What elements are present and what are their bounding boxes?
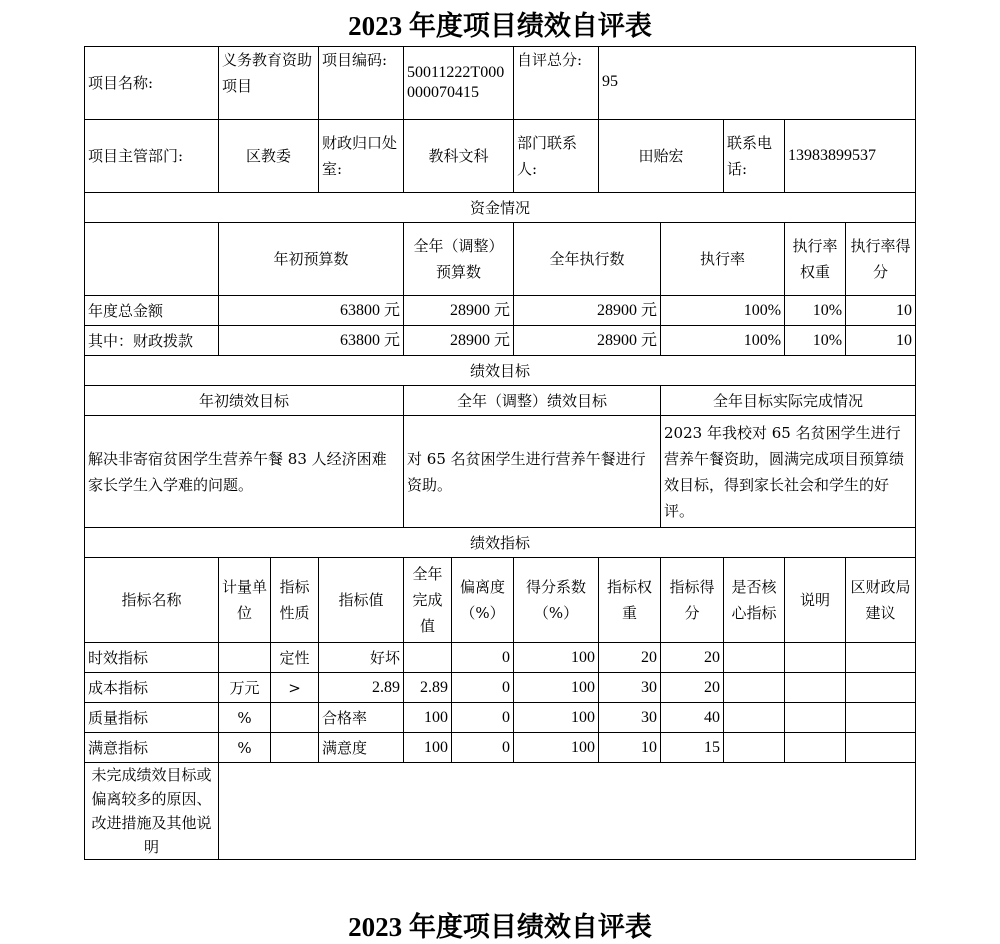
indicator-cell: 0 bbox=[452, 673, 514, 703]
indicator-cell: 40 bbox=[661, 703, 724, 733]
indicator-cell bbox=[785, 733, 846, 763]
performance-table bbox=[84, 46, 916, 860]
indicator-cell: > bbox=[271, 673, 319, 703]
actual-completion: 2023 年我校对 65 名贫困学生进行营养午餐资助，圆满完成项目预算绩效目标，得到家长社会和学生的好评。 bbox=[661, 416, 916, 528]
funds-header: 年初预算数 bbox=[219, 223, 404, 296]
indicator-cell: 好坏 bbox=[319, 643, 404, 673]
indicator-cell: 100 bbox=[514, 673, 599, 703]
funds-cell: 28900 元 bbox=[404, 296, 514, 326]
indicator-cell: 2.89 bbox=[319, 673, 404, 703]
indicator-row bbox=[85, 643, 916, 673]
indicator-row bbox=[85, 703, 916, 733]
indicator-cell bbox=[404, 643, 452, 673]
contact: 田贻宏 bbox=[599, 120, 724, 193]
funds-cell: 100% bbox=[661, 326, 785, 356]
project-name-label: 项目名称: bbox=[85, 47, 219, 120]
funds-section-title: 资金情况 bbox=[85, 193, 916, 223]
indicator-cell: 满意指标 bbox=[85, 733, 219, 763]
indicator-header: 区财政局建议 bbox=[846, 558, 916, 643]
contact-label: 部门联系人: bbox=[514, 120, 599, 193]
goals-header: 年初绩效目标 bbox=[85, 386, 404, 416]
indicator-cell: 20 bbox=[599, 643, 661, 673]
indicator-cell: 0 bbox=[452, 703, 514, 733]
goals-header: 全年（调整）绩效目标 bbox=[404, 386, 661, 416]
funds-cell: 10 bbox=[846, 326, 916, 356]
indicator-cell: 20 bbox=[661, 643, 724, 673]
indicator-cell: 100 bbox=[404, 733, 452, 763]
indicator-cell: 合格率 bbox=[319, 703, 404, 733]
indicator-header: 说明 bbox=[785, 558, 846, 643]
indicator-row bbox=[85, 673, 916, 703]
indicator-header: 计量单位 bbox=[219, 558, 271, 643]
dept: 区教委 bbox=[219, 120, 319, 193]
indicator-cell bbox=[846, 673, 916, 703]
funds-cell: 63800 元 bbox=[219, 296, 404, 326]
adjusted-goal: 对 65 名贫困学生进行营养午餐进行资助。 bbox=[404, 416, 661, 528]
funds-cell: 10% bbox=[785, 326, 846, 356]
phone: 13983899537 bbox=[785, 120, 916, 193]
funds-header: 执行率 bbox=[661, 223, 785, 296]
indicator-cell: % bbox=[219, 733, 271, 763]
indicator-header: 指标权重 bbox=[599, 558, 661, 643]
indicator-header: 偏离度（%） bbox=[452, 558, 514, 643]
indicator-cell: 成本指标 bbox=[85, 673, 219, 703]
indicator-cell bbox=[724, 643, 785, 673]
indicator-cell bbox=[846, 733, 916, 763]
indicator-cell: 0 bbox=[452, 643, 514, 673]
indicator-cell bbox=[271, 703, 319, 733]
indicator-header: 指标得分 bbox=[661, 558, 724, 643]
total-score-label: 自评总分: bbox=[514, 47, 599, 120]
indicator-cell bbox=[724, 673, 785, 703]
funds-header-blank bbox=[85, 223, 219, 296]
indicator-header: 是否核心指标 bbox=[724, 558, 785, 643]
indicator-header: 指标名称 bbox=[85, 558, 219, 643]
funds-cell: 10 bbox=[846, 296, 916, 326]
funds-row-label: 其中：财政拨款 bbox=[85, 326, 219, 356]
indicator-cell: 30 bbox=[599, 673, 661, 703]
initial-goal: 解决非寄宿贫困学生营养午餐 83 人经济困难家长学生入学难的问题。 bbox=[85, 416, 404, 528]
indicator-header: 得分系数（%） bbox=[514, 558, 599, 643]
indicator-cell bbox=[785, 673, 846, 703]
funds-cell: 63800 元 bbox=[219, 326, 404, 356]
indicator-cell bbox=[724, 703, 785, 733]
indicator-cell: 10 bbox=[599, 733, 661, 763]
indicator-cell: 定性 bbox=[271, 643, 319, 673]
funds-cell: 28900 元 bbox=[514, 296, 661, 326]
indicator-cell bbox=[785, 703, 846, 733]
phone-label: 联系电话: bbox=[724, 120, 785, 193]
funds-header: 全年执行数 bbox=[514, 223, 661, 296]
total-score: 95 bbox=[599, 47, 916, 120]
indicator-cell: 时效指标 bbox=[85, 643, 219, 673]
goals-section-title: 绩效目标 bbox=[85, 356, 916, 386]
funds-header: 执行率权重 bbox=[785, 223, 846, 296]
indicator-cell bbox=[846, 643, 916, 673]
page-title: 2023 年度项目绩效自评表 bbox=[348, 11, 652, 41]
indicator-cell: 15 bbox=[661, 733, 724, 763]
indicator-cell bbox=[271, 733, 319, 763]
notes-value bbox=[219, 763, 916, 860]
funds-row-label: 年度总金额 bbox=[85, 296, 219, 326]
notes-label: 未完成绩效目标或偏离较多的原因、改进措施及其他说明 bbox=[85, 763, 219, 860]
indicators-section-title: 绩效指标 bbox=[85, 528, 916, 558]
project-code: 50011222T000000070415 bbox=[404, 47, 514, 120]
indicator-cell bbox=[724, 733, 785, 763]
indicator-cell: % bbox=[219, 703, 271, 733]
indicator-cell: 100 bbox=[404, 703, 452, 733]
funds-cell: 28900 元 bbox=[514, 326, 661, 356]
indicator-cell: 2.89 bbox=[404, 673, 452, 703]
funds-cell: 10% bbox=[785, 296, 846, 326]
indicator-row bbox=[85, 733, 916, 763]
project-code-label: 项目编码: bbox=[319, 47, 404, 120]
page-title-next: 2023 年度项目绩效自评表 bbox=[348, 912, 652, 942]
indicator-header: 全年完成值 bbox=[404, 558, 452, 643]
indicator-cell: 质量指标 bbox=[85, 703, 219, 733]
indicator-cell: 万元 bbox=[219, 673, 271, 703]
finance: 教科文科 bbox=[404, 120, 514, 193]
finance-label: 财政归口处室: bbox=[319, 120, 404, 193]
indicator-header: 指标性质 bbox=[271, 558, 319, 643]
indicator-cell bbox=[219, 643, 271, 673]
indicator-header: 指标值 bbox=[319, 558, 404, 643]
indicator-cell: 100 bbox=[514, 703, 599, 733]
indicator-cell: 100 bbox=[514, 733, 599, 763]
indicator-cell: 0 bbox=[452, 733, 514, 763]
funds-cell: 28900 元 bbox=[404, 326, 514, 356]
funds-header: 执行率得分 bbox=[846, 223, 916, 296]
indicator-cell bbox=[785, 643, 846, 673]
indicator-cell: 20 bbox=[661, 673, 724, 703]
project-name: 义务教育资助项目 bbox=[219, 47, 319, 120]
indicator-cell: 100 bbox=[514, 643, 599, 673]
indicator-cell: 满意度 bbox=[319, 733, 404, 763]
funds-header: 全年（调整）预算数 bbox=[404, 223, 514, 296]
indicator-cell bbox=[846, 703, 916, 733]
indicator-cell: 30 bbox=[599, 703, 661, 733]
dept-label: 项目主管部门: bbox=[85, 120, 219, 193]
funds-cell: 100% bbox=[661, 296, 785, 326]
goals-header: 全年目标实际完成情况 bbox=[661, 386, 916, 416]
